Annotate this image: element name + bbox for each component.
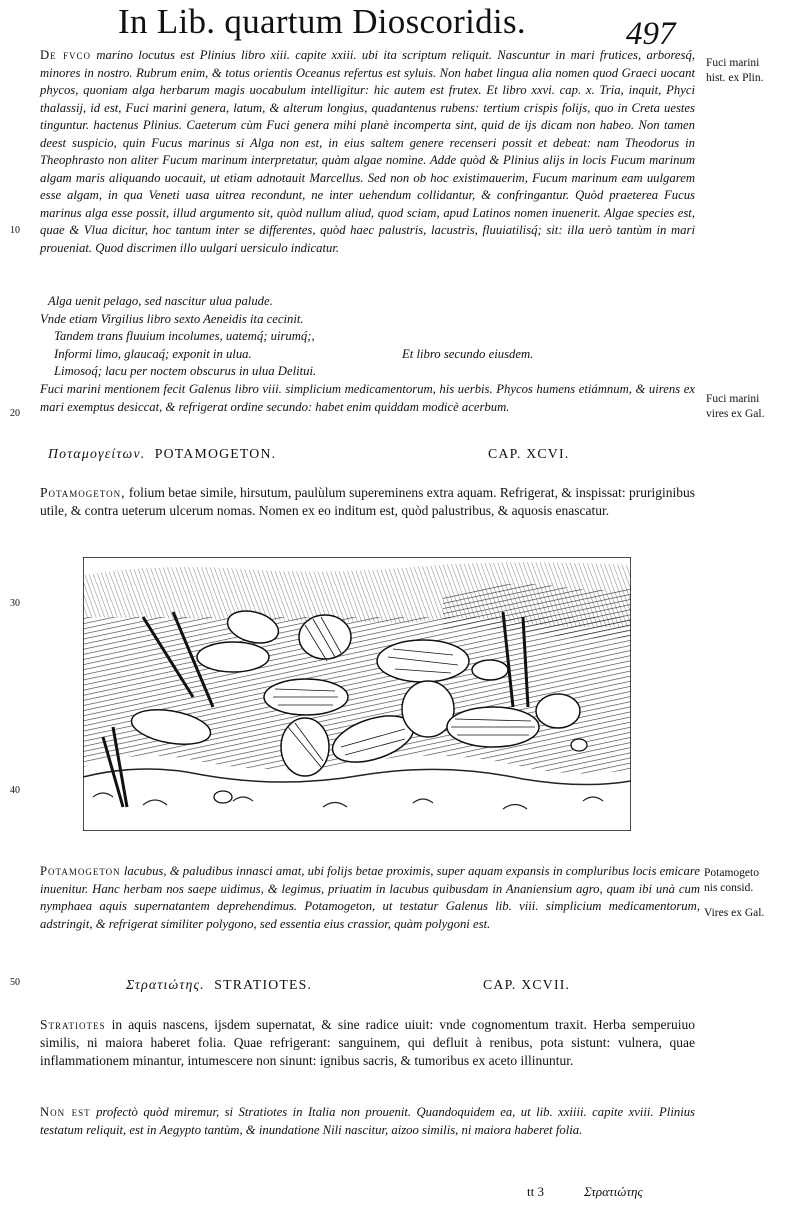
chapter-96-cap: CAP. XCVI. bbox=[488, 446, 570, 461]
verse-line-5: Limosoq́; lacu per noctem obscurus in ulua Delitui. bbox=[54, 364, 317, 378]
fucus-lead: De fvco bbox=[40, 48, 91, 62]
verse-line-1: Alga uenit pelago, sed nascitur ulua palude. bbox=[48, 294, 273, 308]
chapter-97-greek: Στρατιώτης. bbox=[126, 977, 205, 992]
chapter-97-lead: Stratiotes bbox=[40, 1017, 106, 1032]
line-number-50: 50 bbox=[10, 977, 20, 988]
catchword: Στρατιώτης bbox=[583, 1184, 643, 1199]
line-number-20: 20 bbox=[10, 408, 20, 419]
fucus-commentary bbox=[40, 47, 695, 257]
page-number: 497 bbox=[626, 16, 676, 52]
verse-line-4-right: Et libro secundo eiusdem. bbox=[402, 346, 534, 361]
margin-fuci-vires: Fuci marini vires ex Gal. bbox=[706, 393, 765, 420]
running-title: In Lib. quartum Dioscoridis. bbox=[118, 2, 526, 41]
potamogeton-commentary: Potamogeton lacubus, & paludibus innasci amat, ubi folijs betae proximis, super aquam expansis in compluribus locis emicare inuenitur. Hanc herbam nos saepe uidimus, & legimus, priuatim in lacubus quibusdam in Ananiensium agro, quam ibi unà cum nymphaea aquis supernatantem deprehendimus. Potamogeton, ut testatur Galenus lib. viii. simplicium medicamentorum, adstringit, & refrigerat similiter polygono, sed essentia eius crassior, quàm polygoni est. bbox=[40, 864, 700, 931]
stratiotes-comment-lead: Non est bbox=[40, 1105, 91, 1119]
line-number-10: 10 bbox=[10, 225, 20, 236]
verse-block bbox=[40, 293, 568, 381]
galen-fucus: Fuci marini mentionem fecit Galenus libro viii. simplicium medicamentorum, his uerbis. Phycos humens etiámnum, & uirens ex mari exemptus desiccat, & refrigerat ordine secundo: habet enim quiddam modicè acerbum. bbox=[40, 382, 695, 414]
woodcut-illustration bbox=[83, 557, 631, 831]
margin-fuci-hist: Fuci marini hist. ex Plin. bbox=[706, 57, 764, 84]
verse-line-4: Informi limo, glaucaq́; exponit in ulua. bbox=[54, 346, 252, 361]
chapter-97-name: STRATIOTES. bbox=[214, 977, 313, 992]
signature-mark: tt 3 bbox=[527, 1184, 544, 1199]
chapter-96-name: POTAMOGETON. bbox=[154, 446, 277, 461]
margin-pota-consid: Potamogeto nis consid. bbox=[704, 867, 759, 894]
margin-pota-vires: Vires ex Gal. bbox=[704, 907, 765, 919]
verse-line-3: Tandem trans fluuium incolumes, uatemq́; uirumq́;, bbox=[54, 329, 315, 343]
chapter-97-cap: CAP. XCVII. bbox=[483, 977, 571, 992]
chapter-96-greek: Ποταμογείτων. bbox=[48, 446, 146, 461]
line-number-40: 40 bbox=[10, 785, 20, 796]
chapter-96-text: Potamogeton, folium betae simile, hirsutum, paulùlum supereminens extra aquam. Refrigerat, & inspissat: pruriginibus utile, & contra ueterum ulcerum nomas. Nomen ex eo inditum est, quòd palustribus, & aquosis enascatur. bbox=[40, 485, 695, 518]
chapter-97-text: Stratiotes in aquis nascens, ijsdem supernatat, & sine radice uiuit: vnde cognomentum traxit. Herba semperuiuo similis, ni maiora haberet folia. Quae refrigerant: sanguinem, qui defluit à renibus, pota sistunt: vulnera, quae inflammationem minantur, intumescere non sinunt: ignibus sacris, & tumoribus ex aceto illinuntur. bbox=[40, 1017, 695, 1068]
potamogeton-woodcut bbox=[83, 557, 631, 831]
fucus-text: marino locutus est Plinius libro xiii. capite xxiii. ubi ita scriptum reliquit. Nascuntur in mari frutices, arboresq́, minores in nostro. Rubrum enim, & totus orientis Oceanus refertus est syluis. Non habet lingua alia nomen quod Graeci uocant phycos, quoniam alga herbarum magis uocabulum intelligitur: hic autem est frutex. Et libro xxvi. cap. x. Tria, inquit, Phyci thalassij, id est, Fuci marini genera, latum, & alterum longius, quadantenus rubens: tertium crispis folijs, quo in Creta uestes tinguntur. hactenus Plinius. Caeterum cùm Fuci genera mihi planè incomperta sint, quid de ijs dicam non habeo. Non tamen deest suspicio, quin Fucus marinus si Alga non est, in eius saltem genere recenseri possit et debeat: nam Theodorus in Theophrasto non aliter Fucum marinum interpretatur, quàm algae nomine. Adde quòd & Plinius alijs in locis Fucum marinum algam maris aliquando uocauit, ut etiam adnotauit Marcellus. Sed non ob hoc existimauerim, Fucum marinum eam uulgarem esse algam, in qua Veneti uasa uitrea recondunt, ne inter uehendum collidantur, & confringantur. Quòd praeterea Fucus marinus alga esse possit, illud argumento sit, quòd nullum aliud, quod sciam, apud Latinos nomen inuenerit. Algae species est, quae & Vlua dicitur, hoc tantum inter se differentes, quòd haec palustris, lacustris, fluuiatilisq́; sit: illa uerò tantùm in mari proueniat. Quod discrimen illo uulgari uersiculo indicatur. bbox=[40, 48, 695, 255]
chapter-96-lead: Potamogeton, bbox=[40, 485, 126, 500]
stratiotes-commentary: Non est profectò quòd miremur, si Stratiotes in Italia non prouenit. Quandoquidem ea, ut lib. xxiiii. capite xviii. Plinius testatum reliquit, est in Aegypto tantùm, & inundatione Nili nascitur, aizoo similis, ni maiora haberet folia. bbox=[40, 1105, 695, 1137]
potamogeton-comment-lead: Potamogeton bbox=[40, 864, 121, 878]
verse-line-4-row bbox=[48, 346, 568, 364]
line-number-30: 30 bbox=[10, 598, 20, 609]
verse-line-2: Vnde etiam Virgilius libro sexto Aeneidis ita cecinit. bbox=[40, 311, 304, 326]
catchword-line bbox=[527, 1184, 683, 1200]
